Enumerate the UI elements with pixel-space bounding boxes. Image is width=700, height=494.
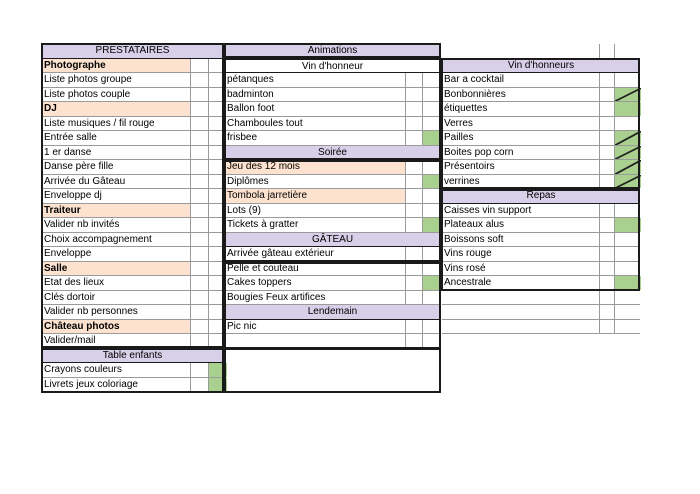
task-row	[42, 117, 223, 132]
task-label: Valider/mail	[44, 335, 96, 346]
task-label: Arrivée gâteau extérieur	[227, 248, 334, 259]
task-row	[225, 218, 440, 233]
task-row	[225, 247, 440, 262]
task-row	[225, 160, 440, 175]
checkbox-cell[interactable]	[599, 146, 615, 160]
vin-honneur-subheader	[225, 59, 440, 74]
task-row	[225, 88, 440, 103]
task-label: Bar a cocktail	[444, 74, 505, 85]
task-row	[225, 262, 440, 277]
status-cell[interactable]	[422, 276, 441, 290]
task-row	[42, 189, 223, 204]
task-label: Ballon foot	[227, 103, 275, 114]
empty-row	[442, 305, 640, 320]
task-label: Livrets jeux coloriage	[44, 378, 138, 390]
empty-cell	[614, 320, 641, 334]
repas-list	[442, 204, 640, 291]
task-row	[442, 262, 640, 277]
task-row	[42, 233, 223, 248]
checkbox-cell[interactable]	[405, 204, 423, 218]
status-cell[interactable]	[614, 160, 641, 174]
checkbox-cell[interactable]	[599, 218, 615, 232]
task-label: Ancestrale	[444, 277, 492, 288]
task-label: Jeu des 12 mois	[225, 160, 405, 174]
checkbox-cell[interactable]	[599, 204, 615, 218]
task-row	[442, 131, 640, 146]
task-label: Enveloppe dj	[44, 190, 102, 201]
task-row	[225, 204, 440, 219]
checkbox-cell[interactable]	[190, 363, 209, 377]
status-cell[interactable]	[422, 131, 441, 145]
task-row	[42, 218, 223, 233]
vin-honneurs-column	[442, 44, 640, 334]
animations-header: Animations	[225, 44, 440, 59]
task-label: frisbee	[227, 132, 258, 143]
task-row	[42, 175, 223, 190]
checkbox-cell[interactable]	[190, 305, 209, 319]
status-cell[interactable]	[614, 218, 641, 232]
task-row	[42, 363, 223, 378]
task-row	[42, 305, 223, 320]
checkbox-cell[interactable]	[599, 131, 615, 145]
checkbox-cell[interactable]	[405, 291, 423, 305]
status-cell[interactable]	[614, 88, 641, 102]
checkbox-cell[interactable]	[190, 59, 209, 73]
task-label: Liste musiques / fil rouge	[44, 117, 155, 129]
task-label: Salle	[44, 262, 68, 274]
status-cell[interactable]	[422, 247, 441, 261]
checkbox-cell[interactable]	[599, 233, 615, 247]
checkbox-cell[interactable]	[190, 175, 209, 189]
checkbox-cell[interactable]	[190, 262, 209, 276]
task-label: Enveloppe	[44, 248, 92, 259]
task-row	[225, 175, 440, 190]
task-label: Liste photos couple	[44, 88, 131, 100]
empty-cell	[599, 305, 615, 319]
task-label: Bougies Feux artifices	[227, 291, 326, 303]
checkbox-cell[interactable]	[405, 102, 423, 116]
task-row	[225, 117, 440, 132]
task-row	[442, 73, 640, 88]
task-row	[442, 88, 640, 103]
status-cell[interactable]	[614, 102, 641, 116]
status-cell[interactable]	[614, 117, 641, 131]
task-row	[442, 233, 640, 248]
checkbox-cell[interactable]	[405, 218, 423, 232]
task-label: Pic nic	[227, 320, 257, 332]
task-label: Vins rouge	[444, 248, 492, 259]
prestataires-column	[42, 44, 223, 392]
status-cell[interactable]	[614, 146, 641, 160]
task-label: Cakes toppers	[227, 277, 292, 288]
vin-honneurs-list	[442, 73, 640, 189]
task-label: Danse père fille	[44, 161, 114, 172]
status-cell[interactable]	[422, 334, 441, 348]
task-label: Photographe	[44, 59, 106, 71]
checkbox-cell[interactable]	[405, 131, 423, 145]
checkbox-cell[interactable]	[405, 175, 423, 189]
task-label: Pailles	[444, 132, 474, 143]
task-row	[42, 131, 223, 146]
checkbox-cell[interactable]	[599, 262, 615, 276]
status-cell[interactable]	[614, 131, 641, 145]
status-cell[interactable]	[422, 189, 441, 203]
task-row	[225, 102, 440, 117]
empty-cell	[599, 291, 615, 305]
task-label: Tombola jarretière	[225, 189, 405, 203]
status-cell[interactable]	[422, 117, 441, 131]
checkbox-cell[interactable]	[405, 276, 423, 290]
task-row	[442, 218, 640, 233]
status-cell[interactable]	[208, 363, 227, 377]
status-cell[interactable]	[422, 102, 441, 116]
category-row	[42, 102, 223, 117]
checkbox-cell[interactable]	[405, 73, 423, 87]
checkbox-cell[interactable]	[190, 276, 209, 290]
task-row	[442, 102, 640, 117]
task-row	[42, 146, 223, 161]
task-row	[42, 73, 223, 88]
checkbox-cell[interactable]	[190, 320, 209, 334]
task-label: Entrée salle	[44, 132, 97, 143]
status-cell[interactable]	[208, 378, 227, 392]
lendemain-header: Lendemain	[225, 305, 440, 320]
checkbox-cell[interactable]	[190, 146, 209, 160]
task-label: Boissons soft	[444, 233, 504, 245]
checkbox-cell[interactable]	[190, 117, 209, 131]
checkbox-cell[interactable]	[599, 117, 615, 131]
task-label: Plateaux alus	[444, 219, 505, 230]
status-cell[interactable]	[422, 204, 441, 218]
checkbox-cell[interactable]	[190, 233, 209, 247]
task-row	[442, 204, 640, 219]
checkbox-cell[interactable]	[599, 102, 615, 116]
status-cell[interactable]	[614, 175, 641, 189]
table-enfants-list	[42, 363, 223, 392]
empty-cell	[614, 305, 641, 319]
checkbox-cell[interactable]	[599, 175, 615, 189]
category-row	[42, 204, 223, 219]
status-cell[interactable]	[422, 291, 441, 305]
category-row	[42, 59, 223, 74]
status-cell[interactable]	[422, 73, 441, 87]
lendemain-box	[224, 348, 441, 393]
task-row	[442, 175, 640, 190]
status-cell[interactable]	[614, 233, 641, 247]
task-row	[225, 189, 440, 204]
checkbox-cell[interactable]	[190, 160, 209, 174]
task-row	[225, 131, 440, 146]
task-row	[442, 276, 640, 291]
task-label: Tickets à gratter	[227, 219, 299, 230]
status-cell[interactable]	[614, 276, 641, 290]
empty-cell	[614, 291, 641, 305]
task-row	[225, 291, 440, 306]
task-row	[42, 334, 223, 349]
task-label: Valider nb invités	[44, 219, 120, 230]
gateau-header: GÂTEAU	[225, 233, 440, 248]
gateau-list	[225, 247, 440, 305]
table-enfants-header: Table enfants	[42, 349, 223, 364]
task-row	[442, 160, 640, 175]
task-row	[225, 73, 440, 88]
repas-header: Repas	[442, 189, 640, 204]
task-label: verrines	[444, 175, 480, 187]
soiree-list	[225, 160, 440, 233]
empty-cell	[599, 320, 615, 334]
task-label: Château photos	[44, 320, 120, 332]
task-row	[225, 334, 440, 349]
status-cell[interactable]	[422, 160, 441, 174]
status-cell[interactable]	[614, 262, 641, 276]
vin-honneurs-header: Vin d'honneurs	[442, 59, 640, 74]
status-cell[interactable]	[422, 175, 441, 189]
checkbox-cell[interactable]	[599, 160, 615, 174]
checkbox-cell[interactable]	[405, 334, 423, 348]
vin-honneur-title: Vin d'honneur	[301, 60, 364, 72]
checkbox-cell[interactable]	[405, 88, 423, 102]
task-label: Etat des lieux	[44, 277, 105, 288]
checkbox-cell[interactable]	[405, 320, 423, 334]
checkbox-cell[interactable]	[190, 218, 209, 232]
task-label: Caisses vin support	[444, 204, 532, 216]
task-label: Diplômes	[227, 175, 269, 187]
task-label: Chamboules tout	[227, 117, 303, 129]
prestataires-list	[42, 59, 223, 349]
empty-row	[442, 320, 640, 335]
status-cell[interactable]	[422, 88, 441, 102]
checkbox-cell[interactable]	[190, 73, 209, 87]
status-cell[interactable]	[614, 204, 641, 218]
task-label: Choix accompagnement	[44, 233, 152, 245]
checkbox-cell[interactable]	[190, 88, 209, 102]
status-cell[interactable]	[422, 262, 441, 276]
checkbox-cell[interactable]	[190, 131, 209, 145]
checkbox-cell[interactable]	[599, 88, 615, 102]
task-label: Bonbonnières	[444, 88, 506, 100]
task-row	[42, 291, 223, 306]
task-row	[442, 146, 640, 161]
checkbox-cell[interactable]	[599, 73, 615, 87]
task-row	[42, 247, 223, 262]
checkbox-cell[interactable]	[599, 276, 615, 290]
task-row	[225, 276, 440, 291]
checkbox-cell[interactable]	[190, 204, 209, 218]
task-label: étiquettes	[444, 103, 488, 114]
checkbox-cell[interactable]	[405, 117, 423, 131]
status-cell[interactable]	[614, 247, 641, 261]
task-label: Boites pop corn	[444, 146, 514, 158]
checkbox-cell[interactable]	[405, 189, 423, 203]
checkbox-cell[interactable]	[405, 262, 423, 276]
task-row	[225, 320, 440, 335]
category-row	[42, 262, 223, 277]
task-row	[42, 88, 223, 103]
task-label: Traiteur	[44, 204, 81, 216]
checkbox-cell[interactable]	[190, 189, 209, 203]
empty-row	[442, 291, 640, 306]
task-label: 1 er danse	[44, 146, 92, 158]
checkbox-cell[interactable]	[190, 291, 209, 305]
status-cell[interactable]	[422, 218, 441, 232]
task-label: Arrivée du Gâteau	[44, 175, 126, 187]
task-label: Vins rosé	[444, 262, 486, 274]
checkbox-cell[interactable]	[405, 160, 423, 174]
task-row	[42, 276, 223, 291]
empty-rows	[442, 291, 640, 335]
task-label: Verres	[444, 117, 473, 129]
status-cell[interactable]	[422, 320, 441, 334]
task-label: Pelle et couteau	[227, 262, 299, 274]
vin-honneur-list	[225, 73, 440, 146]
task-label: pétanques	[227, 74, 274, 85]
checkbox-cell[interactable]	[190, 378, 209, 392]
animations-column	[225, 44, 440, 349]
task-label: Lots (9)	[227, 204, 261, 216]
soiree-header: Soirée	[225, 146, 440, 161]
task-label: Présentoirs	[444, 161, 495, 172]
prestataires-header: PRESTATAIRES	[42, 44, 223, 59]
blank-top-row	[442, 44, 640, 59]
category-row	[42, 320, 223, 335]
task-label: Liste photos groupe	[44, 74, 132, 85]
task-row	[42, 378, 223, 393]
checkbox-cell[interactable]	[190, 102, 209, 116]
task-label: DJ	[44, 103, 57, 114]
task-label: Crayons couleurs	[44, 364, 122, 375]
checkbox-cell[interactable]	[190, 334, 209, 348]
checkbox-cell[interactable]	[599, 247, 615, 261]
task-label: Valider nb personnes	[44, 306, 138, 317]
status-cell[interactable]	[614, 73, 641, 87]
task-row	[42, 160, 223, 175]
task-row	[442, 247, 640, 262]
checkbox-cell[interactable]	[405, 247, 423, 261]
lendemain-list	[225, 320, 440, 349]
task-label: badminton	[227, 88, 274, 100]
checkbox-cell[interactable]	[190, 247, 209, 261]
task-row	[442, 117, 640, 132]
task-label: Clés dortoir	[44, 291, 96, 303]
